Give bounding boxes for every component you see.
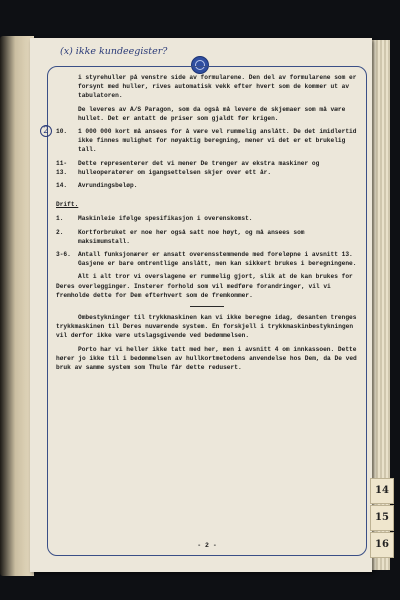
item-number: 11-13. bbox=[56, 159, 68, 176]
list-item bbox=[56, 228, 358, 246]
section-heading: Drift. bbox=[56, 201, 79, 209]
list-item bbox=[56, 214, 358, 223]
paragraph: Ombestykninger til trykkmaskinen kan vi ikke beregne idag, desanten trenges trykkmaskinen til Deres nuværende system. En forskjell i trykkmaskinbestykningen vil derfor ikke være utslagsgivende ved bedømmelsen. bbox=[56, 314, 357, 340]
item-text: 1 000 000 kort må ansees for å være vel rummelig anslått. De det imidlertid ikke finnes mulighet for nøyaktig beregning, mener vi det er et brukelig tall. bbox=[78, 128, 357, 154]
paragraph: De leveres av A/S Paragon, som da også må levere de skjemaer som må være hullet. Det er antatt de priser som gjaldt før krigen. bbox=[78, 105, 346, 122]
index-tab-16[interactable]: 16 bbox=[370, 532, 394, 558]
document-page bbox=[30, 38, 372, 572]
paragraph: Porto har vi heller ikke tatt med her, men i avsnitt 4 om innkassoen. Dette hører jo ikke til i bedømmelsen av hullkortmetodens anvendelse hos Dem, da De ved bruk av samme system som Thule får dette redusert. bbox=[56, 345, 357, 372]
paragraph: i styrehuller på venstre side av formularene. Den del av formularene som er forsynt med huller, rives automatisk vekk efter hvert som de kommer ut av tabulatoren. bbox=[78, 74, 357, 100]
index-tab-15[interactable]: 15 bbox=[370, 505, 394, 531]
paragraph: Alt i alt tror vi overslagene er rummelig gjort, slik at de kan brukes for Deres overlegginger. Insterer forhold som vil medføre forandringer, vil vi fremholde dette for Dem efterhvert som de fremkommer. bbox=[56, 273, 353, 299]
page-frame bbox=[47, 66, 367, 556]
item-number: 3-6. bbox=[56, 251, 71, 259]
item-number: 2. bbox=[56, 228, 64, 236]
margin-mark: 2 bbox=[40, 125, 52, 137]
item-text: Dette representerer det vi mener De trenger av ekstra maskiner og hulleoperatører om igangsettelsen skjer over ett år. bbox=[78, 159, 320, 176]
item-text: Avrundingsbeløp. bbox=[78, 182, 138, 190]
item-text: Kortforbruket er noe her også satt noe høyt, og må ansees som maksimumstall. bbox=[78, 228, 305, 245]
item-text: Maskinleie ifølge spesifikasjon i overenskomst. bbox=[78, 215, 253, 223]
list-item bbox=[56, 127, 358, 155]
item-number: 10. bbox=[56, 128, 68, 136]
list-item bbox=[56, 181, 358, 190]
item-number: 14. bbox=[56, 182, 68, 190]
binder-left-edge bbox=[0, 36, 34, 576]
handwritten-note: (x) ikke kundeegister? bbox=[60, 46, 168, 57]
index-tab-14[interactable]: 14 bbox=[370, 478, 394, 504]
divider bbox=[190, 306, 224, 307]
item-number: 1. bbox=[56, 215, 64, 223]
list-item bbox=[56, 250, 358, 268]
page-number: - 2 - bbox=[197, 542, 217, 549]
item-text: Antall funksjonærer er ansatt overensstemmende med foreløpne i avsnitt 13. Gasjene er bare omtrentlige anslått, men kan sikkert brukes i beregningene. bbox=[78, 251, 357, 268]
document-body bbox=[56, 73, 358, 376]
list-item bbox=[56, 159, 358, 177]
